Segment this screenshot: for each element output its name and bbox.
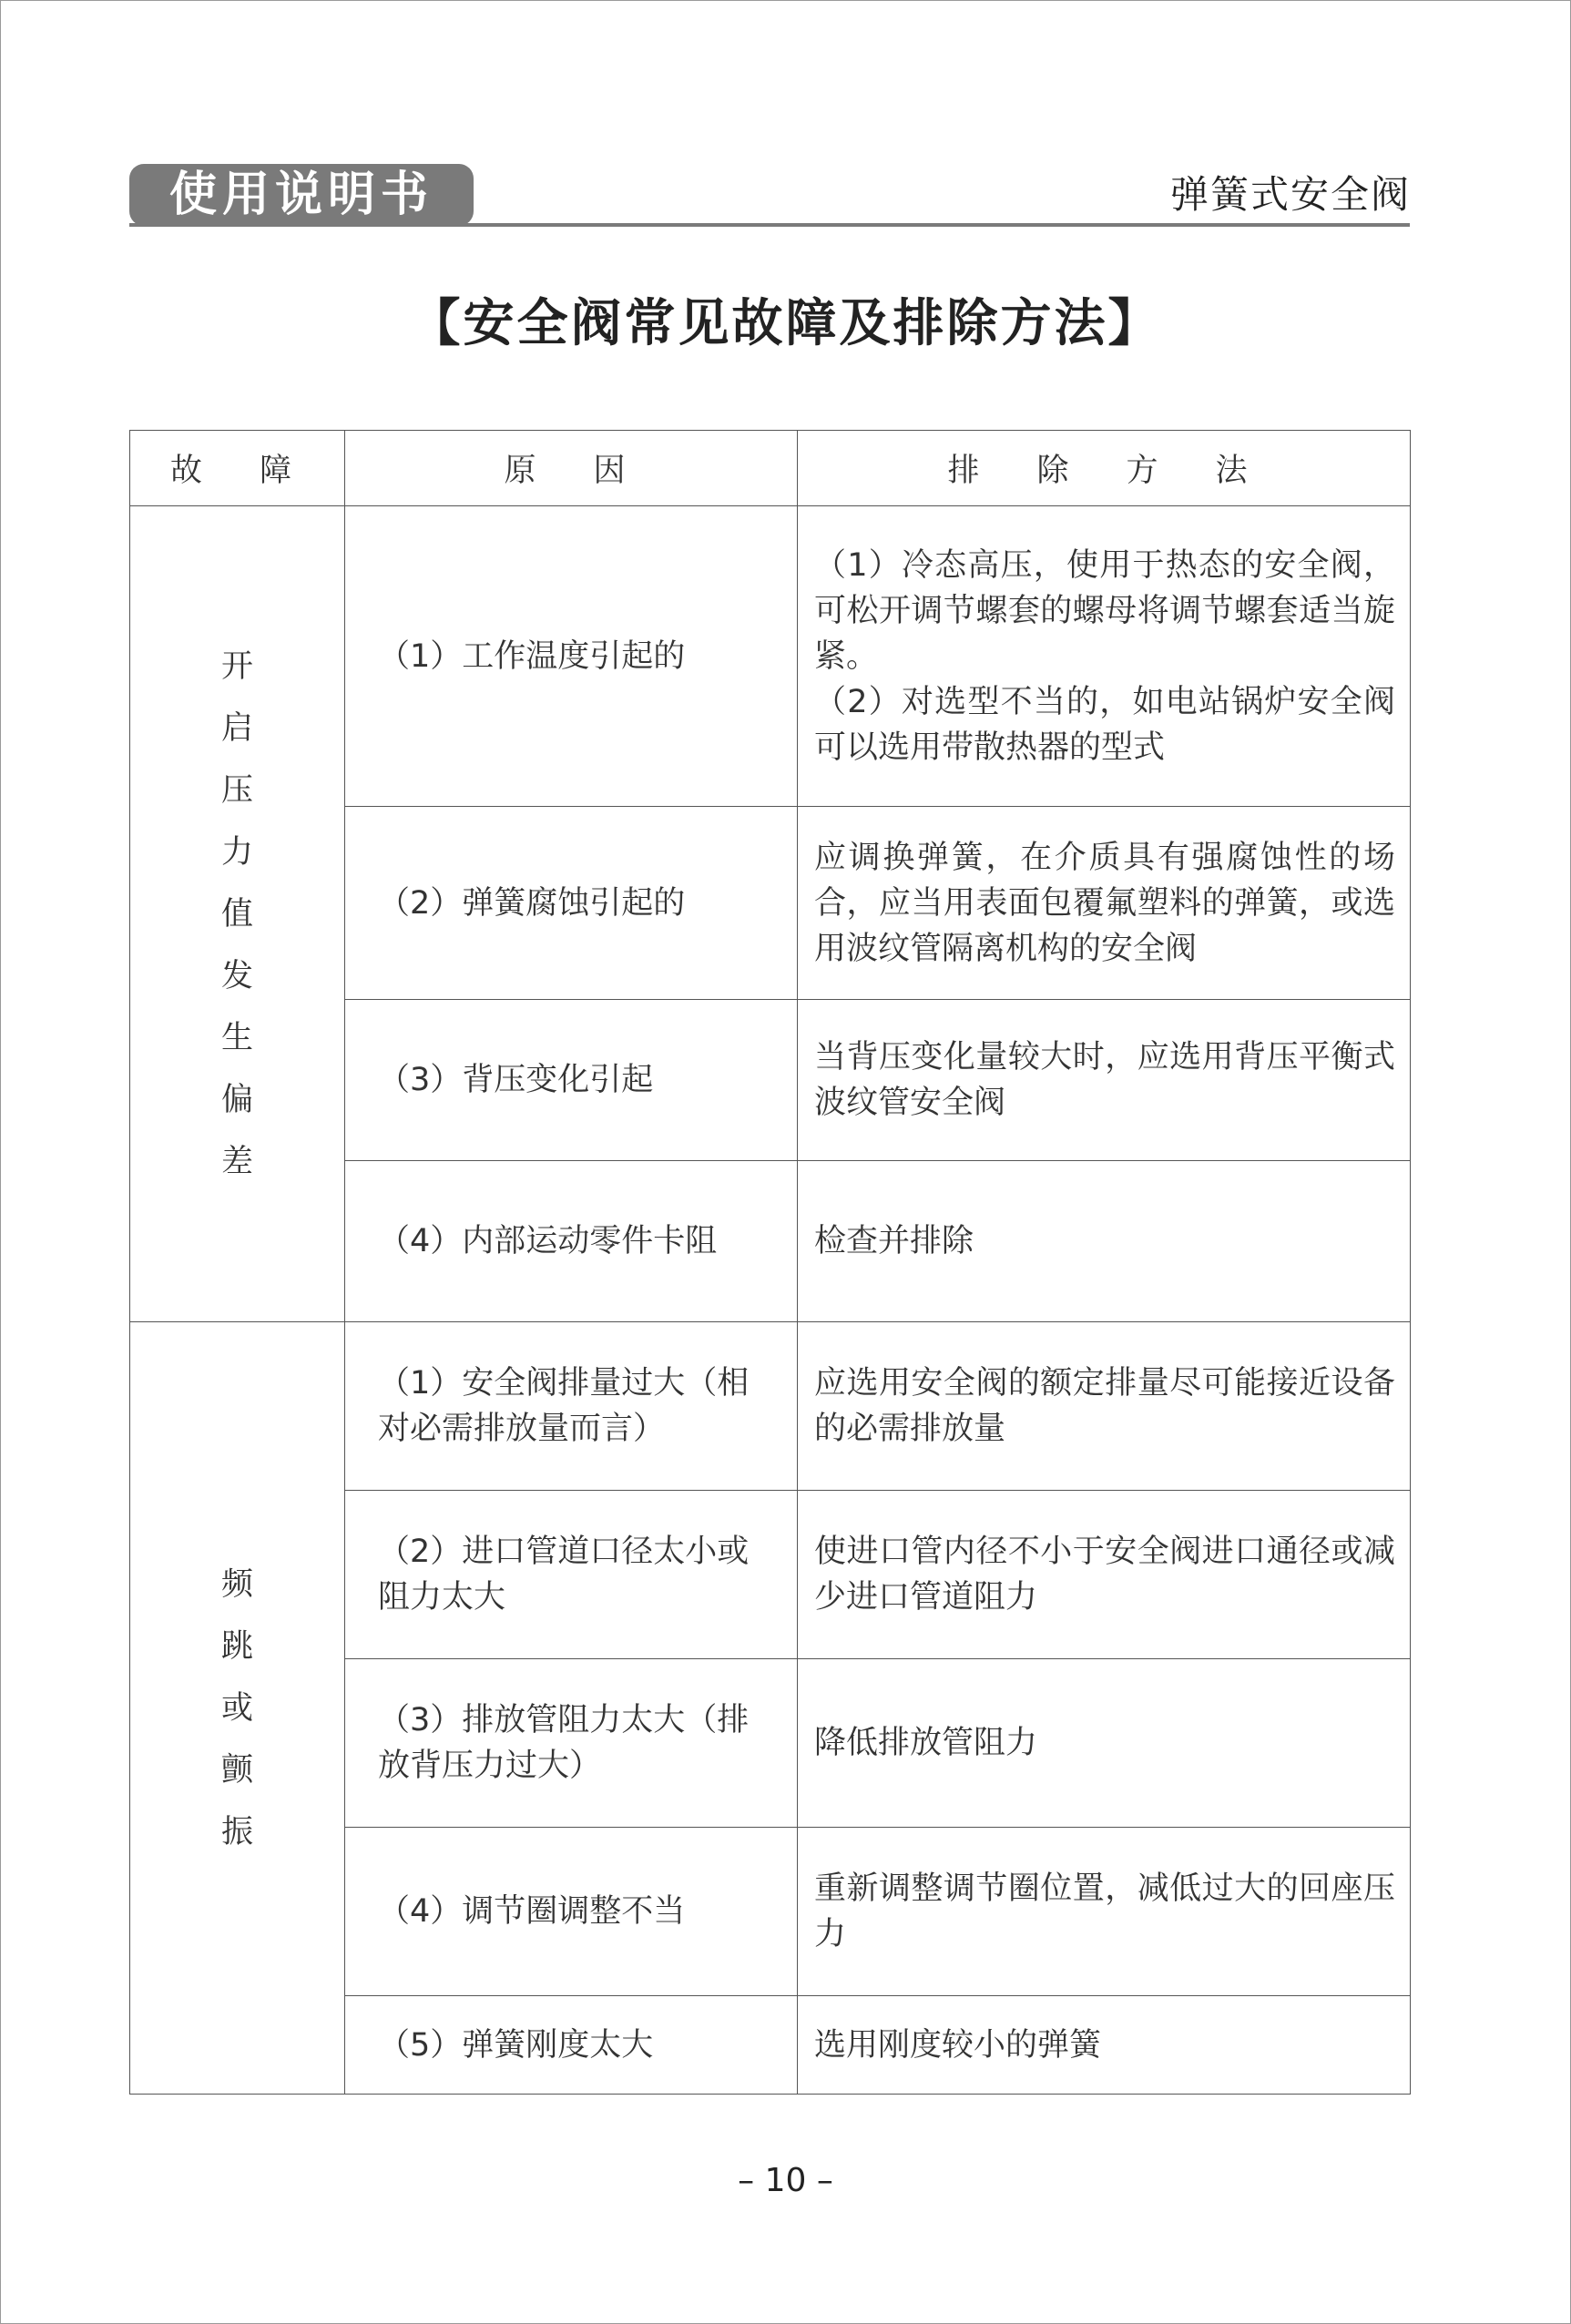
header-rule xyxy=(129,223,1410,227)
fix-cell xyxy=(798,807,1411,1000)
header-fault: 故 障 xyxy=(130,431,345,506)
cause-cell: （2）进口管道口径太小或阻力太大 xyxy=(345,1491,798,1659)
fix-line: （2）对选型不当的，如电站锅炉安全阀可以选用带散热器的型式 xyxy=(814,683,1395,766)
cause-cell: （4）调节圈调整不当 xyxy=(345,1828,798,1996)
fix-cell xyxy=(798,1828,1411,1996)
fix-line: 应选用安全阀的额定排量尽可能接近设备的必需排放量 xyxy=(814,1365,1395,1447)
cause-cell: （2）弹簧腐蚀引起的 xyxy=(345,807,798,1000)
cause-cell: （3）背压变化引起 xyxy=(345,1000,798,1161)
cause-cell: （5）弹簧刚度太大 xyxy=(345,1996,798,2095)
header-fix: 排 除 方 法 xyxy=(798,431,1411,506)
manual-badge: 使用说明书 xyxy=(129,164,474,226)
fix-cell xyxy=(798,1659,1411,1828)
fix-cell xyxy=(798,1996,1411,2095)
page-title: 【安全阀常见故障及排除方法】 xyxy=(409,294,1162,353)
cause-cell: （3）排放管阻力太大（排放背压力过大） xyxy=(345,1659,798,1828)
cause-cell: （1）工作温度引起的 xyxy=(345,506,798,807)
fault-table xyxy=(129,430,1411,2095)
fault-label: 开启压力值发生偏差 xyxy=(220,647,253,1180)
page-number: – 10 – xyxy=(738,2162,833,2199)
fix-line: 使进口管内径不小于安全阀进口通径或减少进口管道阻力 xyxy=(814,1534,1395,1616)
table-header-row xyxy=(130,431,1411,506)
fix-line: 降低排放管阻力 xyxy=(814,1725,1038,1761)
fix-cell xyxy=(798,1000,1411,1161)
cause-cell: （4）内部运动零件卡阻 xyxy=(345,1161,798,1322)
fix-line: 选用刚度较小的弹簧 xyxy=(814,2026,1102,2064)
fault-label: 频跳或颤振 xyxy=(220,1565,253,1850)
fix-line: 重新调整调节圈位置，减低过大的回座压力 xyxy=(814,1870,1395,1952)
fix-cell xyxy=(798,1491,1411,1659)
cause-cell: （1）安全阀排量过大（相对必需排放量而言） xyxy=(345,1322,798,1491)
table-row xyxy=(130,506,1411,807)
product-name: 弹簧式安全阀 xyxy=(1169,172,1411,217)
fix-line: 检查并排除 xyxy=(814,1223,974,1259)
fault-cell xyxy=(130,1322,345,2095)
fix-line: 当背压变化量较大时，应选用背压平衡式波纹管安全阀 xyxy=(814,1039,1395,1121)
header-cause: 原 因 xyxy=(345,431,798,506)
fix-cell xyxy=(798,1322,1411,1491)
fault-cell xyxy=(130,506,345,1322)
fix-line: 应调换弹簧，在介质具有强腐蚀性的场合，应当用表面包覆氟塑料的弹簧，或选用波纹管隔离机构的安全阀 xyxy=(814,839,1395,967)
fix-cell xyxy=(798,1161,1411,1322)
fix-cell xyxy=(798,506,1411,807)
fix-line: （1）冷态高压，使用于热态的安全阀，可松开调节螺套的螺母将调节螺套适当旋紧。 xyxy=(814,546,1395,675)
table-row xyxy=(130,1322,1411,1491)
